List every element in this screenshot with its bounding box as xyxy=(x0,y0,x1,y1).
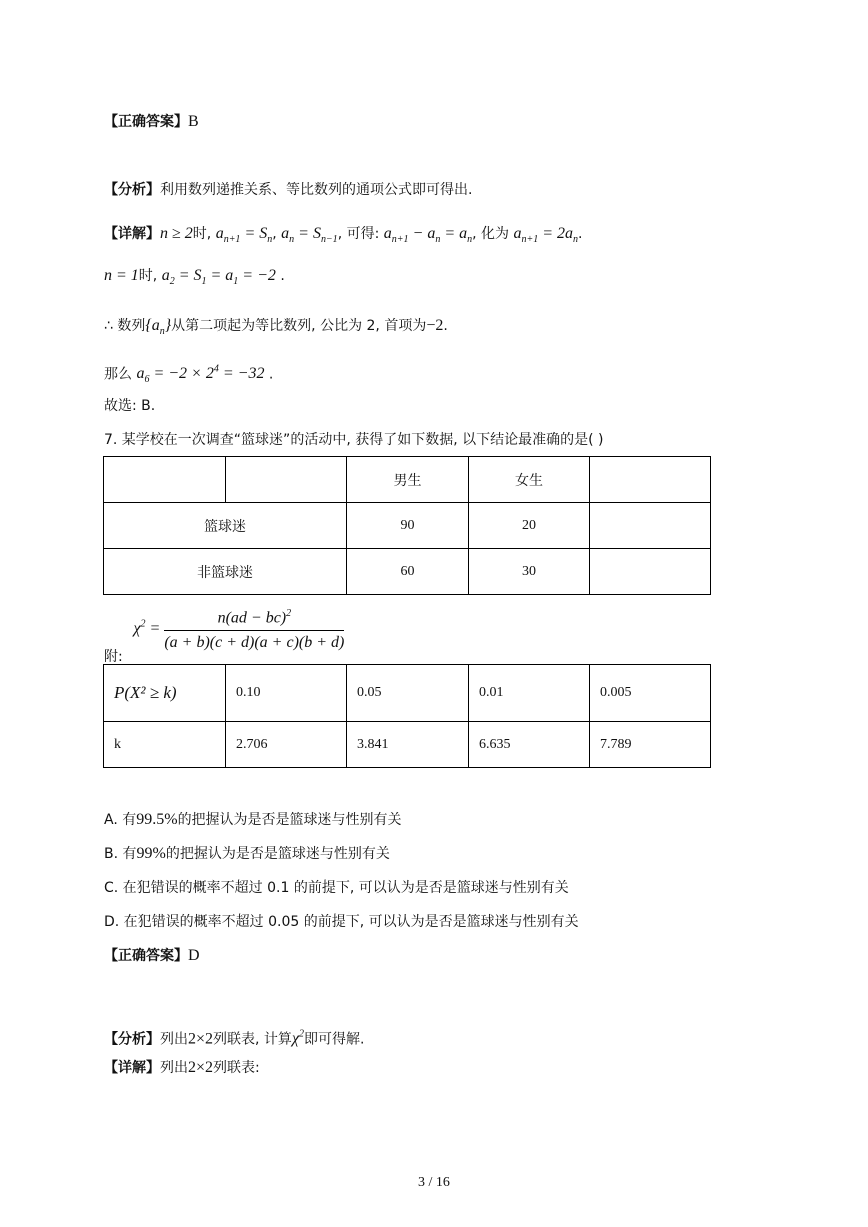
therefore-label: ∴ 数列 xyxy=(104,318,146,334)
table-cell xyxy=(104,457,226,503)
row-label: k xyxy=(104,722,226,768)
analysis-label: 【分析】 xyxy=(104,1031,160,1048)
analysis-line xyxy=(104,180,472,200)
appendix-label: 附: xyxy=(104,648,123,665)
formula-chi: $\chi^2$ = xyxy=(133,618,165,637)
choose-line: 故选: B. xyxy=(104,398,156,414)
detail-label: 【详解】 xyxy=(104,1060,160,1076)
row-label: P(X² ≥ k) xyxy=(104,665,226,722)
analysis-text: 利用数列递推关系、等比数列的通项公式即可得出. xyxy=(160,182,473,198)
answer-line xyxy=(104,112,199,132)
table-cell xyxy=(590,457,711,503)
table-header-male: 男生 xyxy=(347,457,469,503)
option-a: A. 有99.5%的把握认为是否是篮球迷与性别有关 xyxy=(104,811,402,828)
table-cell: 90 xyxy=(347,503,469,549)
n1-line: n = 1时, $a_2 = S_1 = a_1 = -2$ . xyxy=(104,267,285,288)
table-cell: 0.05 xyxy=(347,665,469,722)
table-cell xyxy=(590,503,711,549)
q7-stem: 7. 某学校在一次调查“篮球迷”的活动中, 获得了如下数据, 以下结论最准确的是( ) xyxy=(104,432,604,448)
row-label: 非篮球迷 xyxy=(104,549,347,595)
formula-numerator: n(ad − bc)$^2$ xyxy=(164,604,344,631)
seq-notation: $\{a_n\}$ xyxy=(145,317,172,338)
eq-2: $a_n = S_{n-1}$ xyxy=(281,225,338,246)
table-cell: 20 xyxy=(469,503,590,549)
table-row xyxy=(104,722,711,768)
q7-answer-line xyxy=(104,946,200,966)
table-cell: 7.789 xyxy=(590,722,711,768)
option-d: D. 在犯错误的概率不超过 0.05 的前提下, 可以认为是否是篮球迷与性别有关 xyxy=(104,914,579,930)
q7-analysis-line: 【分析】列出2×2列联表, 计算$\chi^2$即可得解. xyxy=(104,1029,365,1048)
answer-value: D xyxy=(188,947,200,964)
eq-1: $a_{n+1} = S_n$ xyxy=(215,225,273,246)
formula-denominator: (a + b)(c + d)(a + c)(b + d) xyxy=(164,634,345,652)
n1-when: 时, xyxy=(138,268,158,284)
table-row xyxy=(104,665,711,722)
detail-label: 【详解】 xyxy=(104,226,160,242)
table-header-row xyxy=(104,457,711,503)
first-term: −2 xyxy=(426,317,444,334)
page-number: 3 / 16 xyxy=(418,1175,450,1190)
n1-eq: $a_2 = S_1 = a_1 = -2$ xyxy=(161,267,276,288)
table-cell: 0.01 xyxy=(469,665,590,722)
n1-cond: n = 1 xyxy=(104,267,139,284)
table-row xyxy=(104,503,711,549)
table-row xyxy=(104,549,711,595)
table-cell xyxy=(590,549,711,595)
table-cell xyxy=(226,457,347,503)
formula-fraction xyxy=(164,604,344,653)
table-cell: 2.706 xyxy=(226,722,347,768)
then-label: 那么 xyxy=(104,366,132,383)
table-cell: 30 xyxy=(469,549,590,595)
table-cell: 0.005 xyxy=(590,665,711,722)
table-cell: 6.635 xyxy=(469,722,590,768)
then-line: 那么 $a_6 = -2 \times 2^4 = -32$ . xyxy=(104,364,274,386)
therefore-line: ∴ 数列$\{a_n\}$从第二项起为等比数列, 公比为 2, 首项为−2. xyxy=(104,317,448,338)
critical-value-table xyxy=(103,664,711,768)
answer-value: B xyxy=(188,113,199,130)
table-cell: 60 xyxy=(347,549,469,595)
a6-eq: $a_6 = -2 \times 2^4 = -32$ xyxy=(136,364,265,386)
q7-detail-line: 【详解】列出2×2列联表: xyxy=(104,1059,260,1076)
detail-when: 时, xyxy=(192,226,212,242)
analysis-label: 【分析】 xyxy=(104,182,160,198)
detail-cond: n ≥ 2 xyxy=(160,225,193,242)
eq-3: $a_{n+1} - a_n = a_n$ xyxy=(383,225,473,246)
answer-label: 【正确答案】 xyxy=(104,114,188,130)
row-label: 篮球迷 xyxy=(104,503,347,549)
contingency-table xyxy=(103,456,711,595)
eq-4: $a_{n+1} = 2a_n$ xyxy=(513,225,579,246)
table-cell: 3.841 xyxy=(347,722,469,768)
option-c: C. 在犯错误的概率不超过 0.1 的前提下, 可以认为是否是篮球迷与性别有关 xyxy=(104,880,569,896)
answer-label: 【正确答案】 xyxy=(104,948,188,964)
formula-block xyxy=(104,604,345,665)
table-header-female: 女生 xyxy=(469,457,590,503)
option-b: B. 有99%的把握认为是否是篮球迷与性别有关 xyxy=(104,845,390,862)
therefore-text: 从第二项起为等比数列, 公比为 2, 首项为 xyxy=(171,318,427,334)
table-cell: 0.10 xyxy=(226,665,347,722)
detail-line: 【详解】n ≥ 2时, $a_{n+1} = S_n$, $a_n = S_{n-1}$, 可得: $a_{n+1} - a_n = a_n$, 化为 $a_{n+1} = 2a_n$. xyxy=(104,225,583,246)
